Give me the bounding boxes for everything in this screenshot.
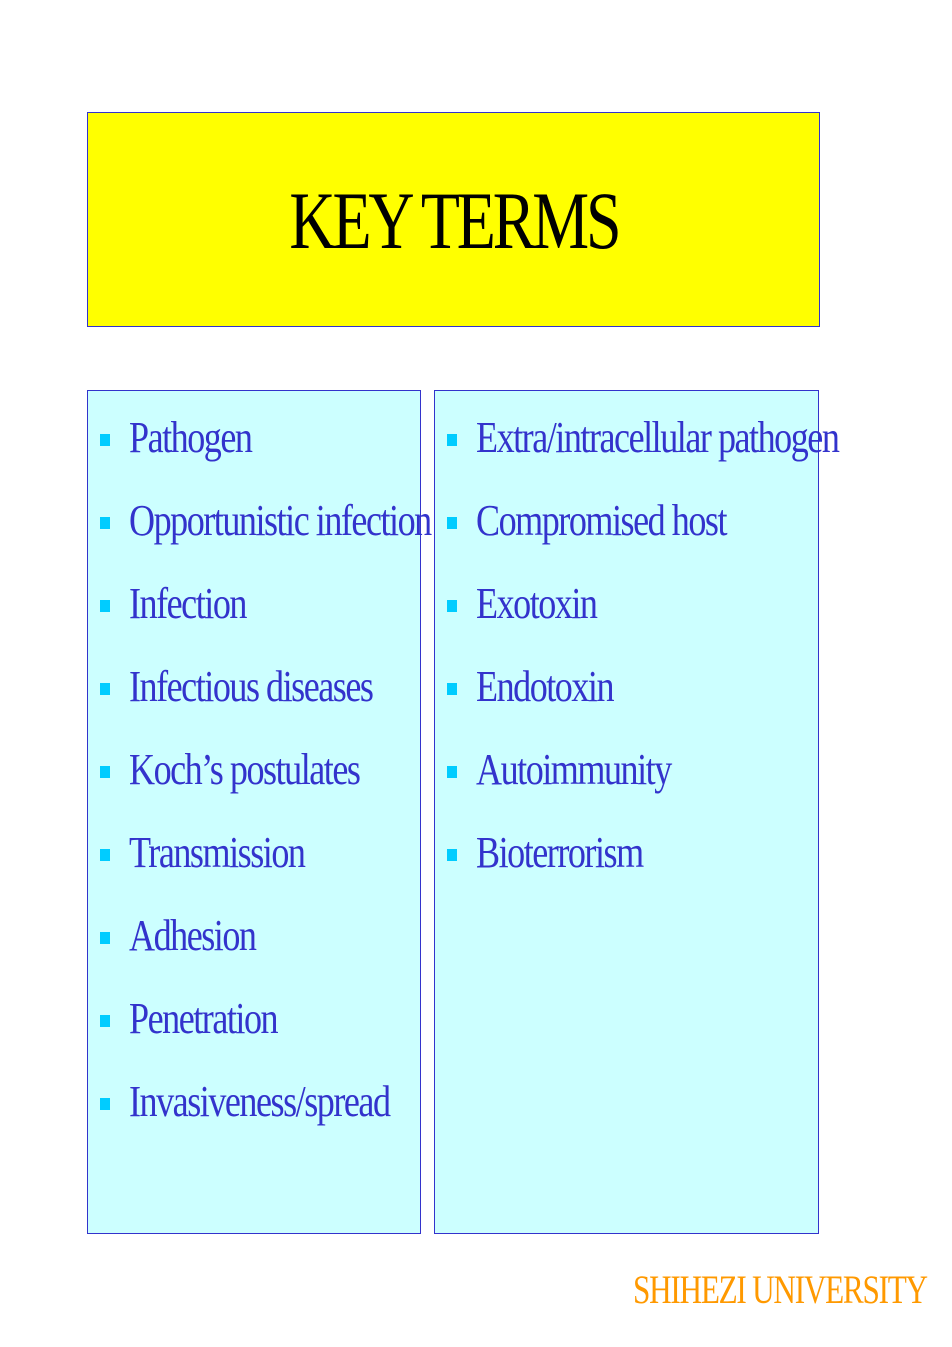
term-label: Pathogen: [129, 413, 252, 462]
right-term-column: [434, 390, 839, 1234]
term-label: Endotoxin: [476, 662, 614, 711]
title-banner: [87, 112, 820, 327]
list-item: [88, 743, 420, 826]
square-bullet-icon: [447, 683, 457, 695]
square-bullet-icon: [447, 600, 457, 612]
square-bullet-icon: [100, 517, 110, 529]
list-item: [88, 494, 431, 577]
square-bullet-icon: [447, 766, 457, 778]
left-term-list: [88, 411, 431, 1158]
list-item: [88, 826, 420, 909]
term-label: Infectious diseases: [129, 662, 373, 711]
term-label: Invasiveness/spread: [129, 1077, 390, 1126]
square-bullet-icon: [100, 1015, 110, 1027]
list-item: [435, 743, 818, 826]
list-item: [88, 411, 420, 494]
term-label: Koch’s postulates: [129, 745, 360, 794]
list-item: [88, 660, 420, 743]
term-label: Exotoxin: [476, 579, 597, 628]
left-term-column: [87, 390, 431, 1234]
term-label: Transmission: [129, 828, 305, 877]
list-item: [88, 1075, 420, 1158]
list-item: [88, 992, 420, 1075]
list-item: [88, 909, 420, 992]
university-footer: SHIHEZI UNIVERSITY: [633, 1267, 927, 1312]
square-bullet-icon: [447, 849, 457, 861]
term-label: Compromised host: [476, 496, 726, 545]
square-bullet-icon: [100, 766, 110, 778]
square-bullet-icon: [100, 600, 110, 612]
square-bullet-icon: [447, 517, 457, 529]
square-bullet-icon: [100, 683, 110, 695]
term-label: Autoimmunity: [476, 745, 671, 794]
term-label: Extra/intracellular pathogen: [476, 413, 839, 462]
term-label: Bioterrorism: [476, 828, 643, 877]
term-label: Penetration: [129, 994, 278, 1043]
square-bullet-icon: [100, 932, 110, 944]
term-label: Adhesion: [129, 911, 256, 960]
term-label: Opportunistic infection: [129, 496, 431, 545]
square-bullet-icon: [100, 1098, 110, 1110]
list-item: [435, 577, 818, 660]
list-item: [88, 577, 420, 660]
list-item: [435, 826, 818, 909]
square-bullet-icon: [447, 434, 457, 446]
list-item: [435, 494, 818, 577]
right-term-list: [435, 411, 839, 909]
term-label: Infection: [129, 579, 246, 628]
square-bullet-icon: [100, 849, 110, 861]
square-bullet-icon: [100, 434, 110, 446]
list-item: [435, 411, 839, 494]
list-item: [435, 660, 818, 743]
slide-title: KEY TERMS: [288, 174, 619, 266]
